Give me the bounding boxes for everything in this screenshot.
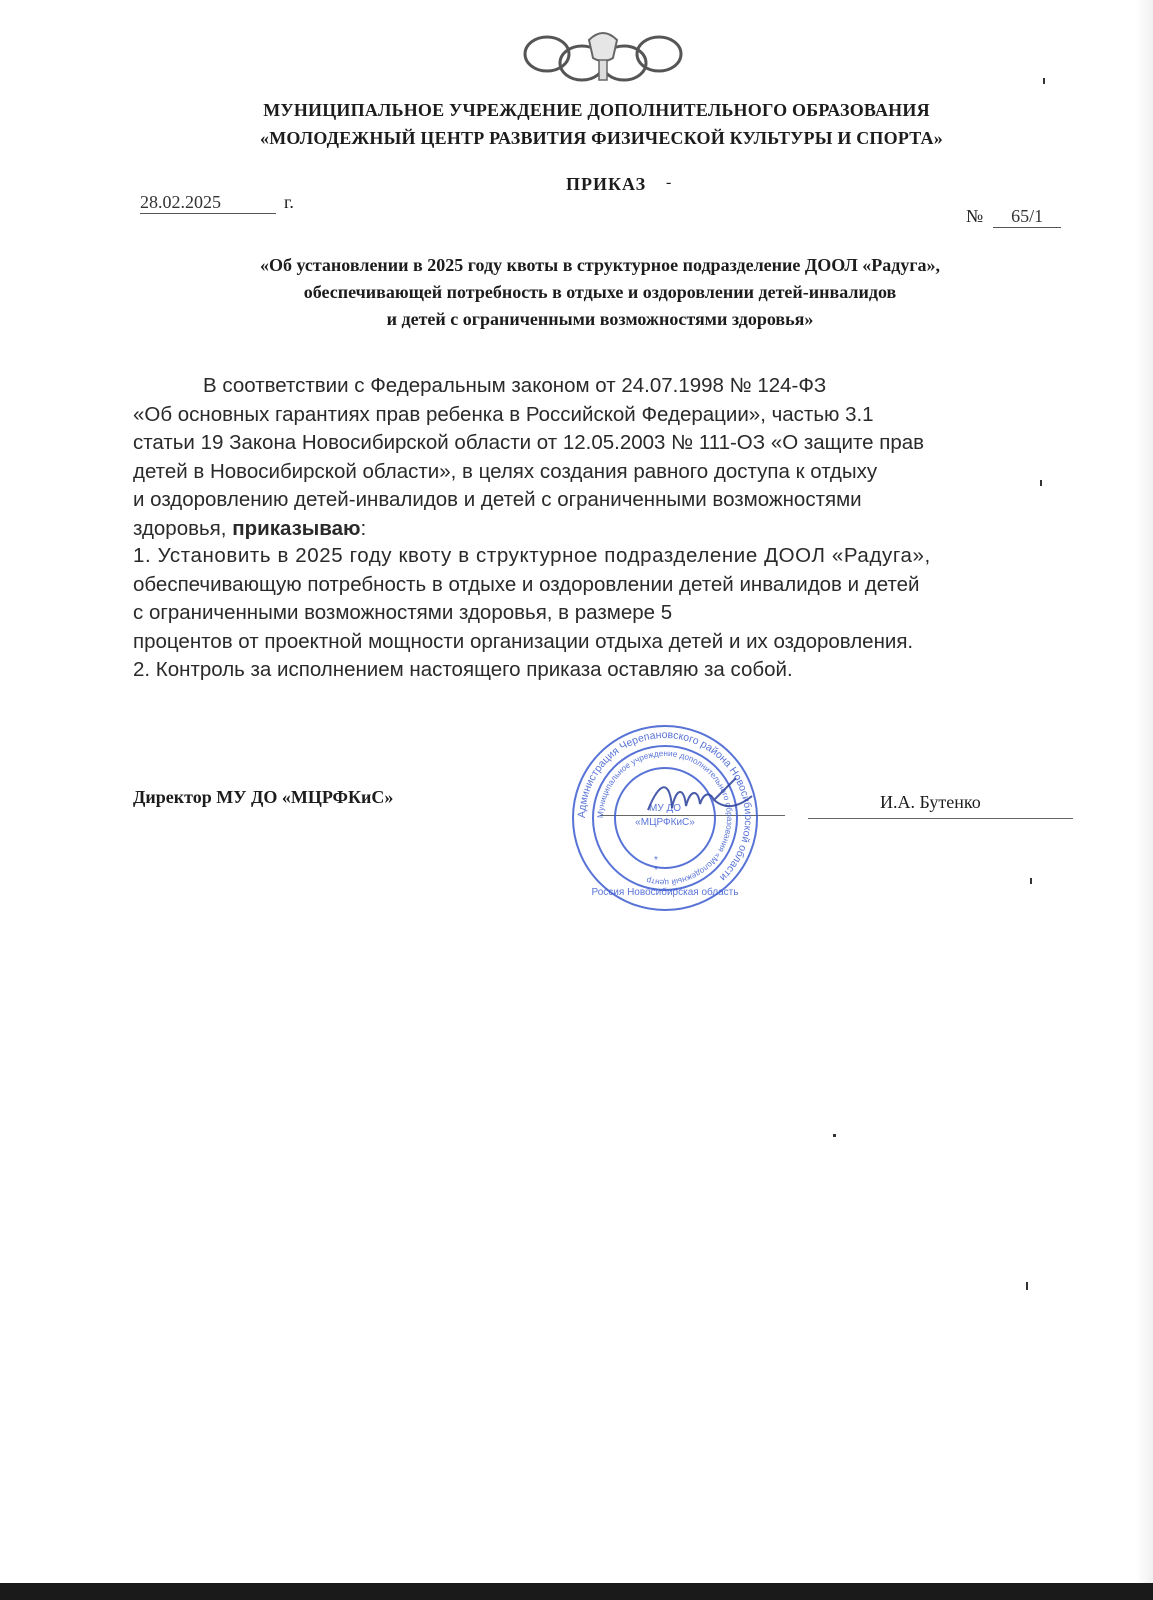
svg-text:*: * <box>654 855 658 866</box>
order-title: ПРИКАЗ <box>566 174 647 194</box>
scan-speck <box>1030 878 1032 884</box>
preamble-line1: В соответствии с Федеральным законом от 24.07.1998 № 124-ФЗ <box>203 374 827 397</box>
olympic-rings-logo-icon <box>523 30 683 86</box>
svg-text:*: * <box>654 865 658 876</box>
scan-bottom-edge <box>0 1583 1153 1600</box>
subject-line1: «Об установлении в 2025 году квоты в структурное подразделение ДООЛ «Радуга», <box>259 255 941 275</box>
order-subject <box>110 252 1090 333</box>
signatory-name: И.А. Бутенко <box>880 792 981 812</box>
preamble-line6-text: здоровья, <box>133 516 233 540</box>
order-date-suffix: г. <box>284 192 294 212</box>
order-number-label: № <box>966 206 984 226</box>
organization-name-line2: «МОЛОДЕЖНЫЙ ЦЕНТР РАЗВИТИЯ ФИЗИЧЕСКОЙ КУЛЬТУРЫ И СПОРТА» <box>260 128 943 148</box>
signatory-position: Директор МУ ДО «МЦРФКиС» <box>133 787 394 807</box>
scan-speck <box>1040 480 1042 486</box>
preamble-line3: статьи 19 Закона Новосибирской области от 12.05.2003 № 111-ОЗ «О защите прав <box>133 431 925 455</box>
scan-speck <box>833 1134 836 1137</box>
svg-text:«МЦРФКиС»: «МЦРФКиС» <box>635 817 695 828</box>
order-date <box>140 192 294 214</box>
organization-name-line1: МУНИЦИПАЛЬНОЕ УЧРЕЖДЕНИЕ ДОПОЛНИТЕЛЬНОГО ОБРАЗОВАНИЯ <box>263 100 930 120</box>
item1-line2: обеспечивающую потребность в отдыхе и оздоровлении детей инвалидов и детей <box>133 572 920 596</box>
preamble-line5: и оздоровлению детей-инвалидов и детей с ограниченными возможностями <box>133 488 862 512</box>
scan-speck <box>1026 1282 1028 1290</box>
preamble-line6 <box>133 515 1063 544</box>
stray-mark: - <box>666 174 672 191</box>
order-number <box>966 206 1061 228</box>
scan-speck <box>1043 78 1045 84</box>
preamble-paragraph <box>133 372 1063 544</box>
preamble-line4: детей в Новосибирской области», в целях создания равного доступа к отдыху <box>133 459 878 483</box>
svg-text:МУ ДО: МУ ДО <box>648 803 682 814</box>
order-word-colon: : <box>360 516 367 540</box>
handwritten-signature-icon <box>640 770 760 830</box>
scan-edge-shade <box>1135 0 1153 1600</box>
svg-text:Администрация Черепановского р: Администрация Черепановского района Новосибирской области <box>575 728 755 884</box>
item1-line4: процентов от проектной мощности организации отдыха детей и их оздоровления. <box>133 629 914 653</box>
item1-line3: с ограниченными возможностями здоровья, в размере 5 <box>133 601 673 625</box>
preamble-line2: «Об основных гарантиях прав ребенка в Российской Федерации», частью 3.1 <box>133 402 874 426</box>
name-line <box>808 818 1073 819</box>
subject-line2: обеспечивающей потребность в отдыхе и оздоровлении детей-инвалидов <box>303 282 897 302</box>
order-number-value: 65/1 <box>993 206 1061 228</box>
svg-text:Россия Новосибирская область: Россия Новосибирская область <box>591 887 739 898</box>
order-word: приказываю <box>232 516 361 540</box>
order-items <box>133 542 1063 685</box>
svg-text:Муниципальное учреждение допол: Муниципальное учреждение дополнительного образования «Молодежный центр <box>595 748 735 888</box>
order-date-value: 28.02.2025 <box>140 192 276 214</box>
item2: 2. Контроль за исполнением настоящего приказа оставляю за собой. <box>133 658 793 682</box>
item1-line1: 1. Установить в 2025 году квоту в структурное подразделение ДООЛ «Радуга», <box>133 544 931 567</box>
subject-line3: и детей с ограниченными возможностями здоровья» <box>386 309 814 329</box>
